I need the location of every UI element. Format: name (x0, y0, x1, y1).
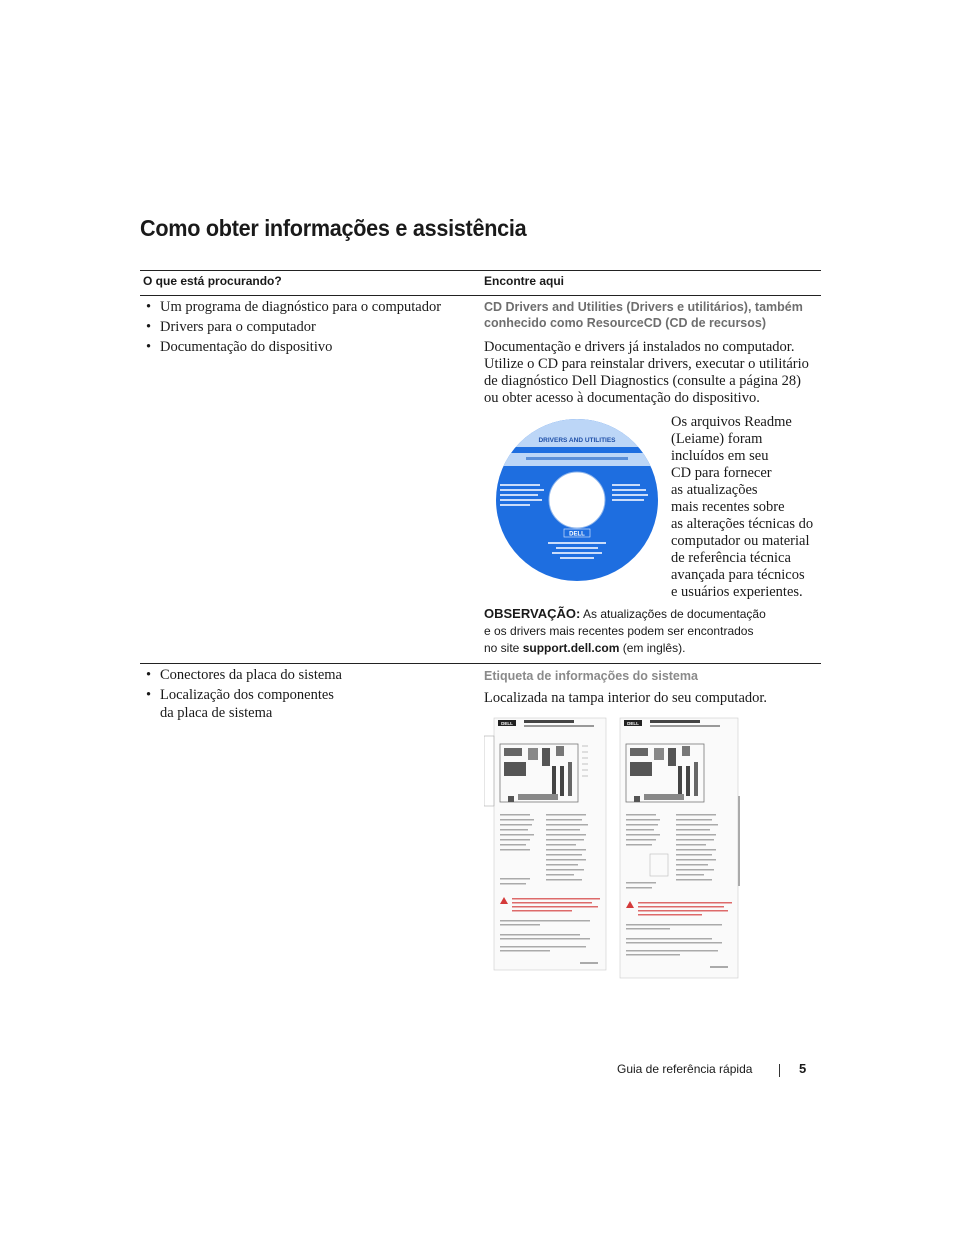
list-item: • Localização dos componentes da placa de sistema (146, 686, 342, 722)
footer-divider (779, 1064, 780, 1077)
column-header-find-here: Encontre aqui (484, 274, 565, 288)
label-heading: Etiqueta de informações do sistema (484, 669, 698, 683)
label-description: Localizada na tampa interior do seu computador. (484, 690, 768, 706)
footer-guide-title: Guia de referência rápida (617, 1062, 753, 1076)
list-item: • Drivers para o computador (146, 318, 441, 336)
label-left (484, 718, 606, 970)
table-top-rule (140, 270, 821, 271)
label-right (620, 718, 740, 978)
note-block: OBSERVAÇÃO: As atualizações de documentação e os drivers mais recentes podem ser encontrados no site support.dell.com (em inglês). (484, 606, 766, 655)
row-1-items (146, 298, 441, 358)
cd-heading: CD Drivers and Utilities (Drivers e utilitários), também conhecido como ResourceCD (CD de recursos) (484, 300, 803, 330)
svg-text:DELL: DELL (501, 721, 513, 726)
list-item: • Um programa de diagnóstico para o computador (146, 298, 441, 316)
list-item: • Conectores da placa do sistema (146, 666, 342, 684)
row-2-items (146, 666, 342, 724)
list-item: • Documentação do dispositivo (146, 338, 441, 356)
page-title: Como obter informações e assistência (140, 215, 527, 241)
readme-text: Os arquivos Readme (Leiame) foram incluídos em seu CD para fornecer as atualizações mais recentes sobre as alterações técnicas do computador ou material de referência técnica avançada para técnicos e usuários experientes. (671, 414, 814, 600)
support-link[interactable]: support.dell.com (522, 641, 620, 655)
cd-banner-title: DRIVERS AND UTILITIES (538, 437, 616, 444)
svg-text:DELL: DELL (627, 721, 639, 726)
table-header-rule (140, 295, 821, 296)
page-number: 5 (799, 1061, 807, 1076)
cd-image (488, 418, 666, 582)
note-label: OBSERVAÇÃO: (484, 606, 581, 621)
column-header-looking-for: O que está procurando? (143, 274, 282, 288)
cd-description: Documentação e drivers já instalados no computador. Utilize o CD para reinstalar drivers, executar o utilitário de diagnóstico Dell Diagnostics (consulte a página 28) ou obter acesso à documentação do dispositivo. (484, 339, 809, 406)
dell-logo-icon: DELL (569, 531, 585, 538)
system-label-image (484, 716, 740, 980)
row-divider (140, 663, 821, 664)
